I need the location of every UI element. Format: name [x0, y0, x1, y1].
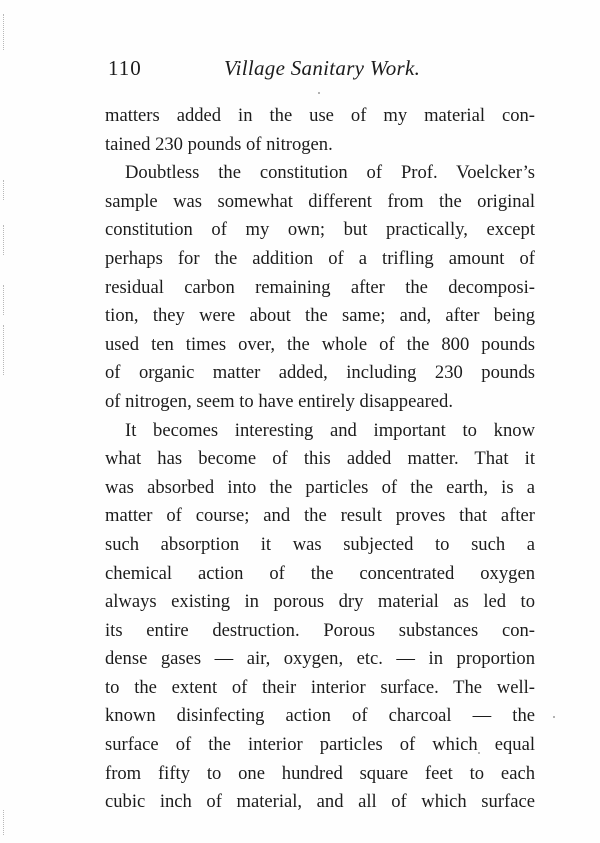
text-line: tained 230 pounds of nitrogen.	[105, 133, 333, 155]
text-line: of nitrogen, seem to have entirely disappeared.	[105, 390, 453, 412]
page-header	[108, 56, 540, 86]
text-line: surface of the interior particles of which equal	[105, 734, 535, 756]
text-line: matters added in the use of my material con-	[105, 105, 535, 126]
ink-speck	[318, 92, 320, 94]
margin-dot-trail	[3, 225, 6, 255]
text-line: known disinfecting action of charcoal — the	[105, 705, 535, 727]
text-line: always existing in porous dry material as led to	[105, 591, 535, 613]
text-line: cubic inch of material, and all of which surface	[105, 791, 535, 813]
margin-dot-trail	[3, 810, 6, 835]
text-line: perhaps for the addition of a trifling amount of	[105, 247, 535, 269]
text-line: its entire destruction. Porous substances con-	[105, 619, 535, 641]
margin-dot-trail	[3, 14, 6, 50]
text-line: It becomes interesting and important to know	[125, 419, 535, 441]
text-line: was absorbed into the particles of the earth, is a	[105, 476, 535, 498]
text-line: sample was somewhat different from the original	[105, 190, 535, 212]
margin-dot-trail	[3, 325, 6, 375]
text-line: constitution of my own; but practically, except	[105, 219, 535, 241]
text-line: what has become of this added matter. That it	[105, 448, 535, 470]
text-line: such absorption it was subjected to such a	[105, 533, 535, 555]
page-number: 110	[108, 56, 142, 80]
text-line: Doubtless the constitution of Prof. Voelcker’s	[125, 162, 535, 184]
text-line: to the extent of their interior surface. The well-	[105, 676, 535, 698]
text-line: dense gases — air, oxygen, etc. — in proportion	[105, 648, 535, 670]
text-line: from fifty to one hundred square feet to each	[105, 762, 535, 784]
margin-dot-trail	[3, 180, 6, 200]
text-line: chemical action of the concentrated oxygen	[105, 562, 535, 584]
body-text	[105, 102, 535, 817]
text-line: of organic matter added, including 230 pounds	[105, 362, 535, 384]
text-line: used ten times over, the whole of the 800 pounds	[105, 333, 535, 355]
text-line: residual carbon remaining after the decomposi-	[105, 276, 535, 298]
ink-speck	[553, 716, 555, 718]
text-line: matter of course; and the result proves that after	[105, 505, 535, 527]
margin-dot-trail	[3, 285, 6, 315]
running-title: Village Sanitary Work.	[224, 56, 421, 80]
text-line: tion, they were about the same; and, after being	[105, 305, 535, 327]
